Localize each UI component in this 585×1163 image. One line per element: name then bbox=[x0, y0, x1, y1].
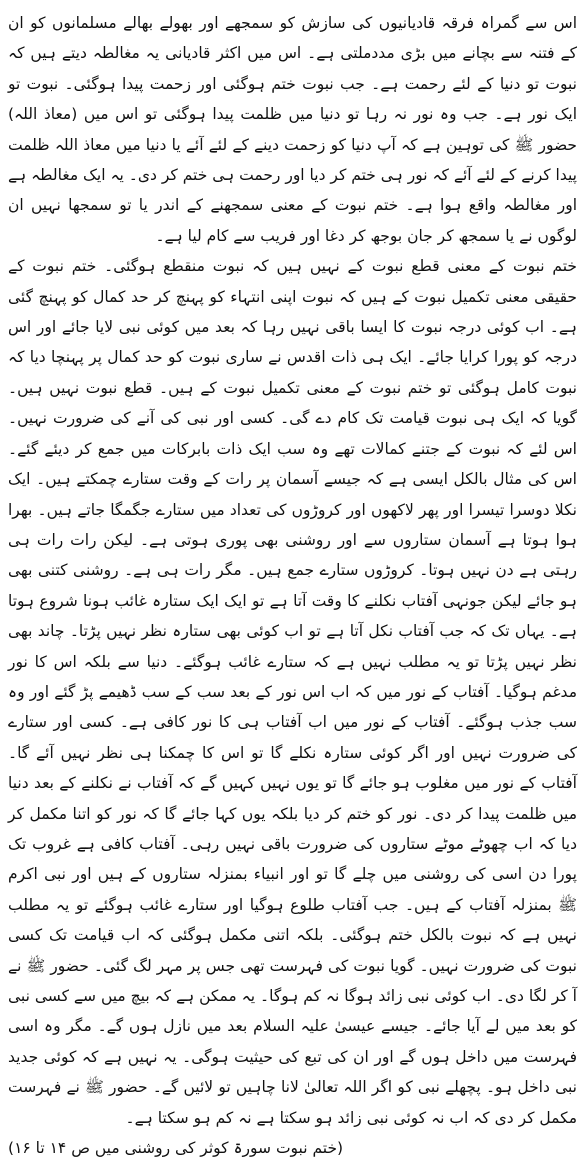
paragraph-2: ختم نبوت کے معنی قطع نبوت کے نہیں ہیں کہ نبوت منقطع ہوگئی۔ ختم نبوت کے حقیقی معنی تکمیل نبوت کے ہیں کہ نبوت اپنی انتہاء کو پہنچ کر حد کمال کو پہنچ گئی ہے۔ اب کوئی درجہ نبوت کا ایسا باقی نہیں رہا کہ بعد میں کوئی نبی لایا جائے اور اس درجہ کو پورا کرایا جائے۔ ایک ہی ذات اقدس نے ساری نبوت کو حد کمال پر پہنچا دیا کہ نبوت کامل ہوگئی تو ختم نبوت کے معنی تکمیل نبوت کے ہیں۔ قطع نبوت نہیں ہیں۔ گویا کہ ایک ہی نبوت قیامت تک کام دے گی۔ کسی اور نبی کی آنے کی ضرورت نہیں۔ اس لئے کہ نبوت کے جتنے کمالات تھے وہ سب ایک ذات بابرکات میں جمع کر دیئے گئے۔ اس کی مثال بالکل ایسی ہے کہ جیسے آسمان پر رات کے وقت ستارے چمکتے ہیں۔ ایک نکلا دوسرا تیسرا اور پھر لاکھوں اور کروڑوں کی تعداد میں ستارے جگمگا جاتے ہیں۔ بھرا ہوا ہوتا ہے آسمان ستاروں سے اور روشنی بھی پوری ہوتی ہے۔ لیکن رات رات ہی رہتی ہے دن نہیں ہوتا۔ کروڑوں ستارے جمع ہیں۔ مگر رات ہی ہے۔ روشنی کتنی بھی ہو جائے لیکن جونہی آفتاب نکلنے کا وقت آتا ہے تو ایک ایک ستارہ غائب ہونا شروع ہوتا ہے۔ یہاں تک کہ جب آفتاب نکل آتا ہے تو اب کوئی بھی ستارہ نظر نہیں پڑتا۔ چاند بھی نظر نہیں پڑتا تو یہ مطلب نہیں ہے کہ ستارے غائب ہوگئے۔ دنیا سے بلکہ اس کا نور مدغم ہوگیا۔ آفتاب کے نور میں کہ اب اس نور کے بعد سب کے سب ڈھیمے پڑ گئے اور وہ سب جذب ہوگئے۔ آفتاب کے نور میں اب آفتاب ہی کا نور کافی ہے۔ کسی اور ستارے کی ضرورت نہیں اور اگر کوئی ستارہ نکلے گا تو اس کا چمکنا ہی نظر نہیں آئے گا۔ آفتاب کے نور میں مغلوب ہو جائے گا تو یوں نہیں کہیں گے کہ آفتاب نے نکلنے کے بعد دنیا میں ظلمت پیدا کر دی۔ نور کو ختم کر دیا بلکہ یوں کہا جائے گا کہ نور کو اتنا مکمل کر دیا کہ اب چھوٹے موٹے ستاروں کی ضرورت باقی نہیں رہی۔ آفتاب کافی ہے غروب تک پورا دن اسی کی روشنی میں چلے گا تو اور انبیاء بمنزلہ ستاروں کے ہیں اور نبی اکرم ﷺ بمنزلہ آفتاب کے ہیں۔ جب آفتاب طلوع ہوگیا اور ستارے غائب ہوگئے تو یہ مطلب نہیں ہے کہ نبوت بالکل ختم ہوگئی۔ بلکہ اتنی مکمل ہوگئی کہ اب قیامت تک کسی نبوت کی ضرورت نہیں۔ گویا نبوت کی فہرست تھی جس پر مہر لگ گئی۔ حضور ﷺ نے آ کر لگا دی۔ اب کوئی نبی زائد ہوگا نہ کم ہوگا۔ یہ ممکن ہے کہ بیچ میں سے کسی نبی کو بعد میں لے آیا جائے۔ جیسے عیسیٰ علیہ السلام بعد میں نازل ہوں گے۔ مگر وہ اسی فہرست میں داخل ہوں گے اور ان کی تبع کی حیثیت ہوگی۔ یہ نہیں ہے کہ کوئی جدید نبی داخل ہو۔ پچھلے نبی کو اگر اللہ تعالیٰ لانا چاہیں تو لائیں گے۔ حضور ﷺ نے فہرست مکمل کر دی کہ اب نہ کوئی نبی زائد ہو سکتا ہے نہ کم ہو سکتا ہے۔ bbox=[8, 257, 577, 1127]
paragraph-1: اس سے گمراہ فرقہ قادیانیوں کی سازش کو سمجھے اور بھولے بھالے مسلمانوں کو ان کے فتنہ سے بچانے میں بڑی مددملتی ہے۔ اس میں اکثر قادیانی یہ مغالطہ دیتے ہیں کہ نبوت تو دنیا کے لئے رحمت ہے۔ جب نبوت ختم ہوگئی اور زحمت پیدا ہوگئی۔ نبوت تو ایک نور ہے۔ جب وہ نور نہ رہا تو دنیا میں ظلمت پیدا ہوگئی تو اس میں (معاذ اللہ) حضور ﷺ کی توہین ہے کہ آپ دنیا کو زحمت دینے کے لئے آئے یا دنیا میں معاذ اللہ ظلمت پیدا کرنے کے لئے آئے کہ نور ہی ختم کر دیا اور رحمت ہی ختم کر دی۔ یہ ایک مغالطہ ہے اور مغالطہ واقع ہوا ہے۔ ختم نبوت کے معنی سمجھنے کے اندر یا تو سمجھا نہیں ان لوگوں نے یا سمجھ کر جان بوجھ کر دغا اور فریب سے کام لیا ہے۔ bbox=[8, 14, 577, 245]
source-citation: (ختم نبوت سورۃ کوثر کی روشنی میں ص ۱۴ تا ۱۶) bbox=[8, 1139, 344, 1158]
